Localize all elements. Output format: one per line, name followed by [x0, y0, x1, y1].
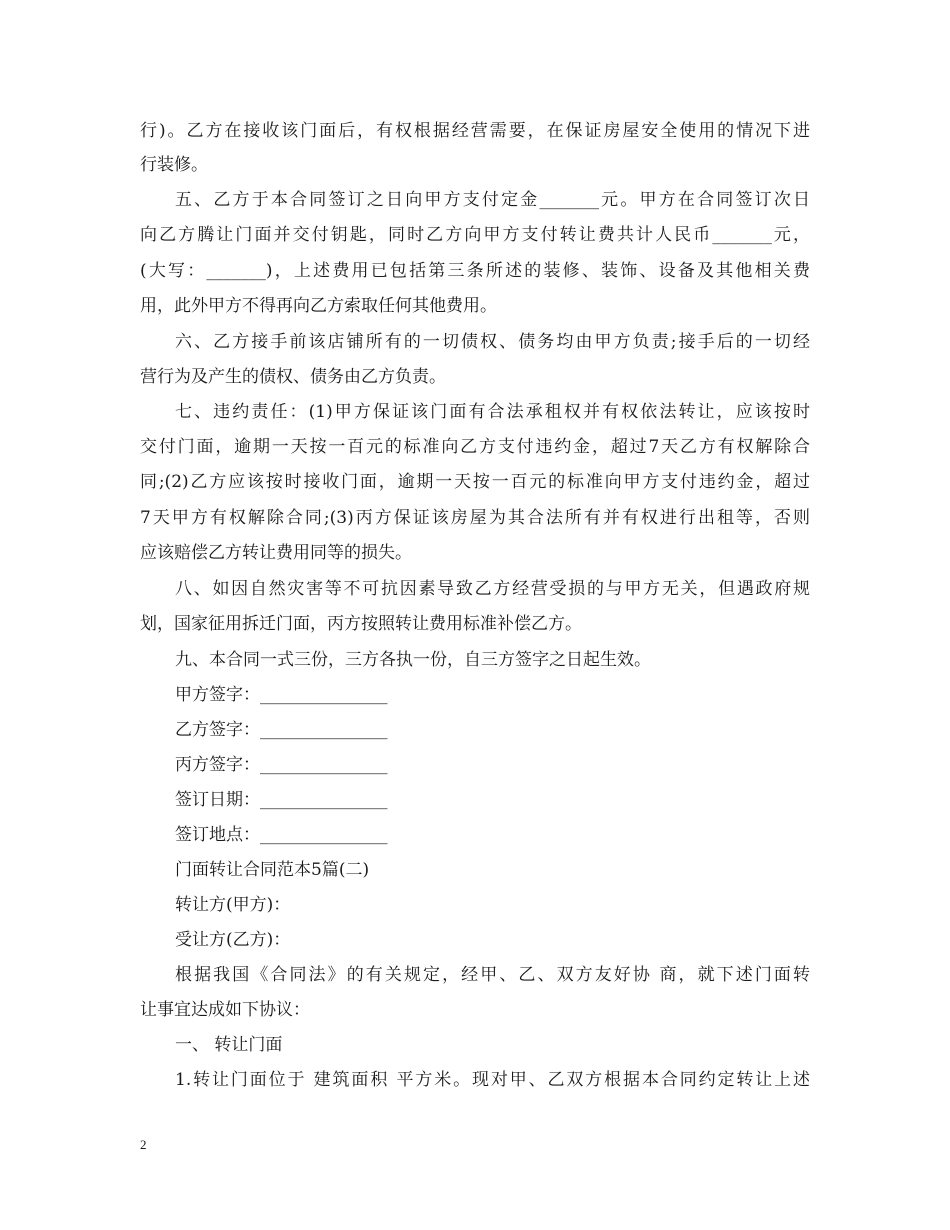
text-line: 7天甲方有权解除合同;(3)丙方保证该房屋为其合法所有并有权进行出租等，否则	[140, 508, 810, 528]
text-line: 根据我国《合同法》的有关规定，经甲、乙、双方友好协 商，就下述门面转	[175, 965, 810, 985]
text-line: 1.转让门面位于 建筑面积 平方米。现对甲、乙双方根据本合同约定转让上述	[175, 1070, 810, 1090]
text-line: 用，此外甲方不得再向乙方索取任何其他费用。	[140, 296, 497, 316]
text-line: 六、乙方接手前该店铺所有的一切债权、债务均由甲方负责;接手后的一切经	[175, 332, 810, 352]
text-line: 五、乙方于本合同签订之日向甲方支付定金_______元。甲方在合同签订次日	[175, 190, 810, 210]
text-line: 交付门面，逾期一天按一百元的标准向乙方支付违约金，超过7天乙方有权解除合	[140, 437, 810, 457]
text-line: 行)。乙方在接收该门面后，有权根据经营需要，在保证房屋安全使用的情况下进	[140, 121, 810, 141]
signature-line: 签订日期：_______________	[175, 790, 388, 810]
text-line: 九、本合同一式三份，三方各执一份，自三方签字之日起生效。	[175, 650, 651, 670]
signature-line: 签订地点：_______________	[175, 825, 388, 845]
text-line: 营行为及产生的债权、债务由乙方负责。	[140, 367, 446, 387]
text-line: 八、如因自然灾害等不可抗因素导致乙方经营受损的与甲方无关，但遇政府规	[175, 579, 810, 599]
signature-line: 甲方签字：_______________	[175, 685, 388, 705]
text-line: 同;(2)乙方应该按时接收门面，逾期一天按一百元的标准向甲方支付违约金，超过	[140, 472, 810, 492]
text-line: (大写：_______)，上述费用已包括第三条所述的装修、装饰、设备及其他相关费	[140, 261, 810, 281]
text-line: 划，国家征用拆迁门面，丙方按照转让费用标准补偿乙方。	[140, 614, 582, 634]
section-title: 门面转让合同范本5篇(二)	[175, 860, 370, 880]
page-number: 2	[140, 1137, 147, 1152]
text-line: 向乙方腾让门面并交付钥匙，同时乙方向甲方支付转让费共计人民币_______元，	[140, 225, 810, 245]
text-line: 转让方(甲方)：	[175, 895, 291, 915]
signature-line: 丙方签字：_______________	[175, 755, 388, 775]
text-line: 七、违约责任：(1)甲方保证该门面有合法承租权并有权依法转让，应该按时	[175, 402, 810, 422]
text-line: 受让方(乙方)：	[175, 930, 291, 950]
signature-line: 乙方签字：_______________	[175, 720, 388, 740]
text-line: 应该赔偿乙方转让费用同等的损失。	[140, 543, 412, 563]
text-line: 让事宜达成如下协议：	[140, 1000, 310, 1020]
text-line: 行装修。	[140, 155, 208, 175]
text-line: 一、 转让门面	[175, 1035, 283, 1055]
